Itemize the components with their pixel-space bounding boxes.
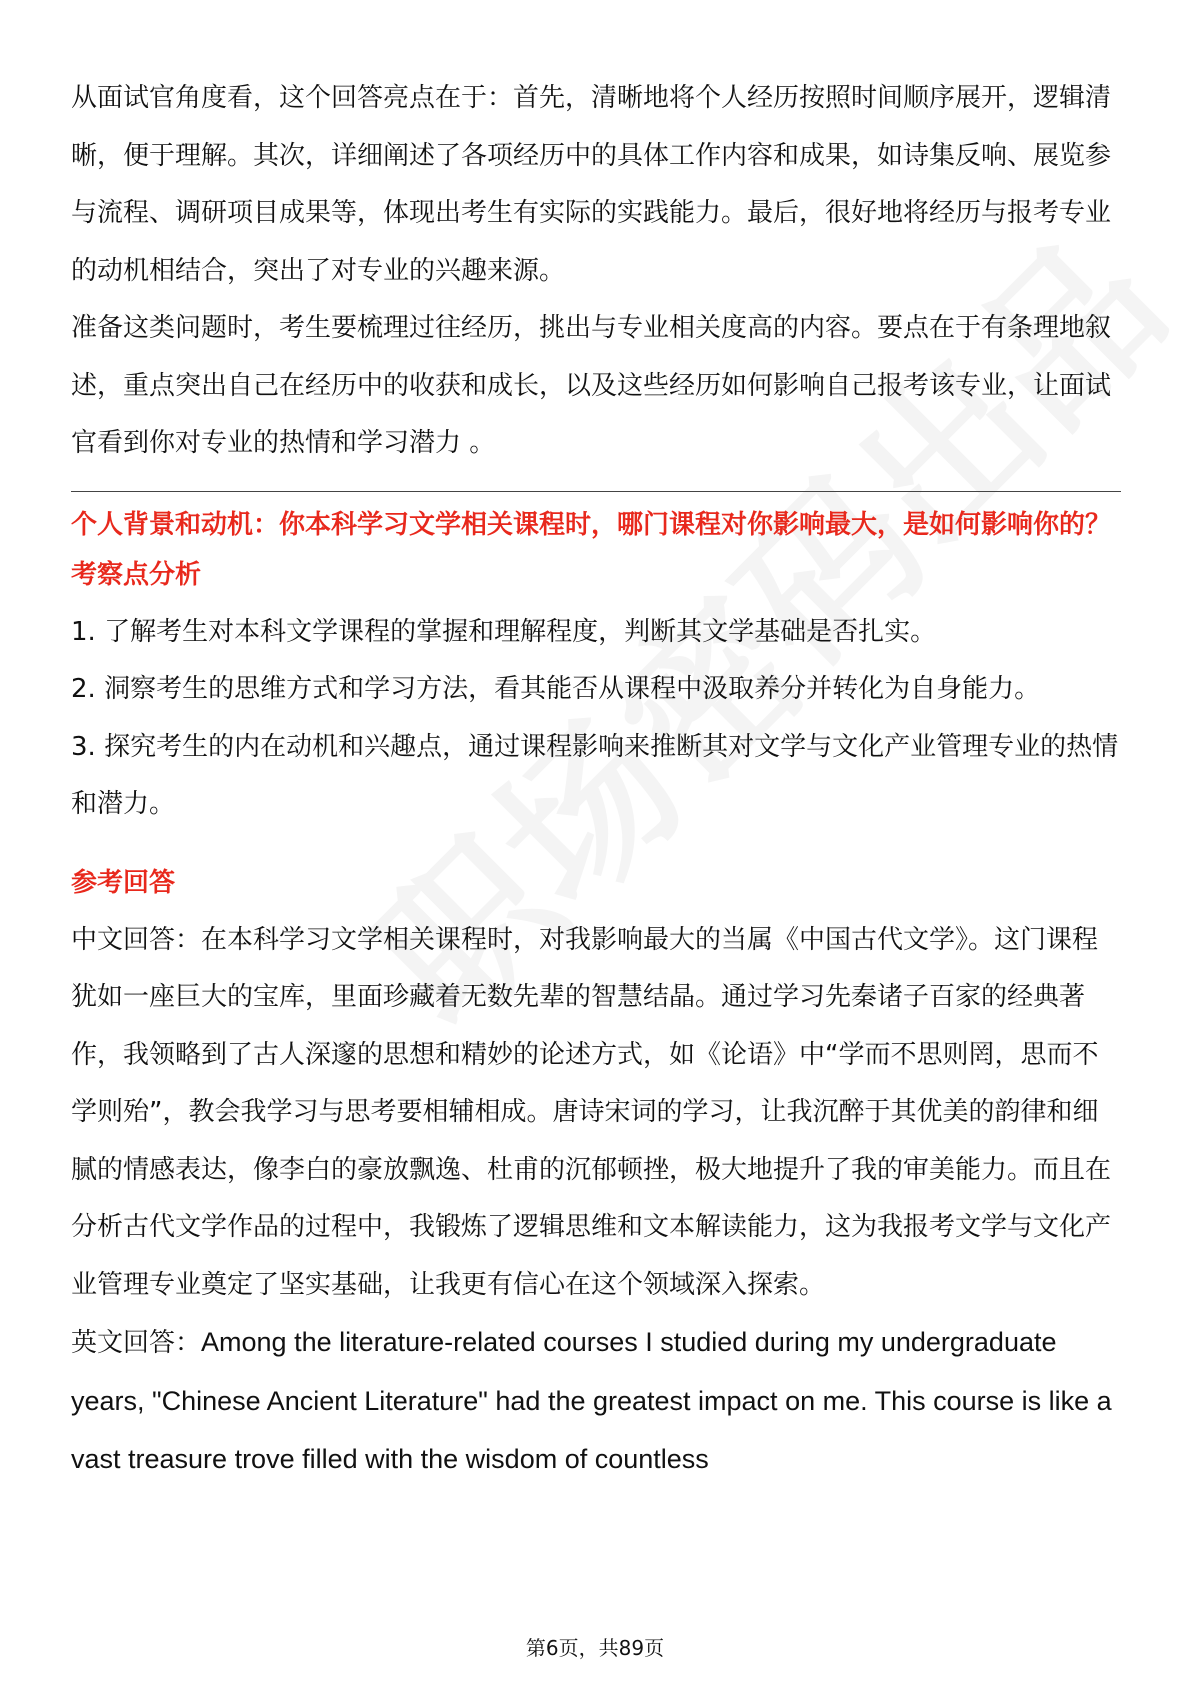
page-number: 第6页，共89页 (525, 1636, 665, 1660)
section-divider (71, 491, 1121, 492)
answer-heading: 参考回答 (71, 867, 176, 898)
document-page (71, 70, 1121, 1490)
english-answer-label: 英文回答： (71, 1328, 202, 1358)
english-answer (71, 1314, 1121, 1490)
preparation-paragraph: 准备这类问题时，考生要梳理过往经历，挑出与专业相关度高的内容。要点在于有条理地叙述，重点突出自己在经历中的收获和成长，以及这些经历如何影响自己报考该专业，让面试官看到你对专业的热情和学习潜力 。 (71, 313, 1112, 458)
english-answer-text: Among the literature-related courses I studied during my undergraduate years, "Chinese Ancient Literature" had the greatest impact on me. This course is like a vast treasure trove filled with the wisdom of countless (71, 1327, 1112, 1474)
analysis-point: 2. 洞察考生的思维方式和学习方法，看其能否从课程中汲取养分并转化为自身能力。 (71, 674, 1041, 704)
chinese-answer: 中文回答：在本科学习文学相关课程时，对我影响最大的当属《中国古代文学》。这门课程犹如一座巨大的宝库，里面珍藏着无数先辈的智慧结晶。通过学习先秦诸子百家的经典著作，我领略到了古人深邃的思想和精妙的论述方式，如《论语》中“学而不思则罔，思而不学则殆”，教会我学习与思考要相辅相成。唐诗宋词的学习，让我沉醉于其优美的韵律和细腻的情感表达，像李白的豪放飘逸、杜甫的沉郁顿挫，极大地提升了我的审美能力。而且在分析古代文学作品的过程中，我锻炼了逻辑思维和文本解读能力，这为我报考文学与文化产业管理专业奠定了坚实基础，让我更有信心在这个领域深入探索。 (71, 924, 1112, 1300)
commentary-paragraph: 从面试官角度看，这个回答亮点在于：首先，清晰地将个人经历按照时间顺序展开，逻辑清晰，便于理解。其次，详细阐述了各项经历中的具体工作内容和成果，如诗集反响、展览参与流程、调研项目成果等，体现出考生有实际的实践能力。最后，很好地将经历与报考专业的动机相结合，突出了对专业的兴趣来源。 (71, 83, 1112, 286)
question-title: 个人背景和动机：你本科学习文学相关课程时，哪门课程对你影响最大，是如何影响你的？ (71, 509, 1112, 540)
analysis-point: 3. 探究考生的内在动机和兴趣点，通过课程影响来推断其对文学与文化产业管理专业的热情和潜力。 (71, 731, 1119, 819)
analysis-heading: 考察点分析 (71, 559, 202, 590)
analysis-point: 1. 了解考生对本科文学课程的掌握和理解程度，判断其文学基础是否扎实。 (71, 616, 937, 647)
